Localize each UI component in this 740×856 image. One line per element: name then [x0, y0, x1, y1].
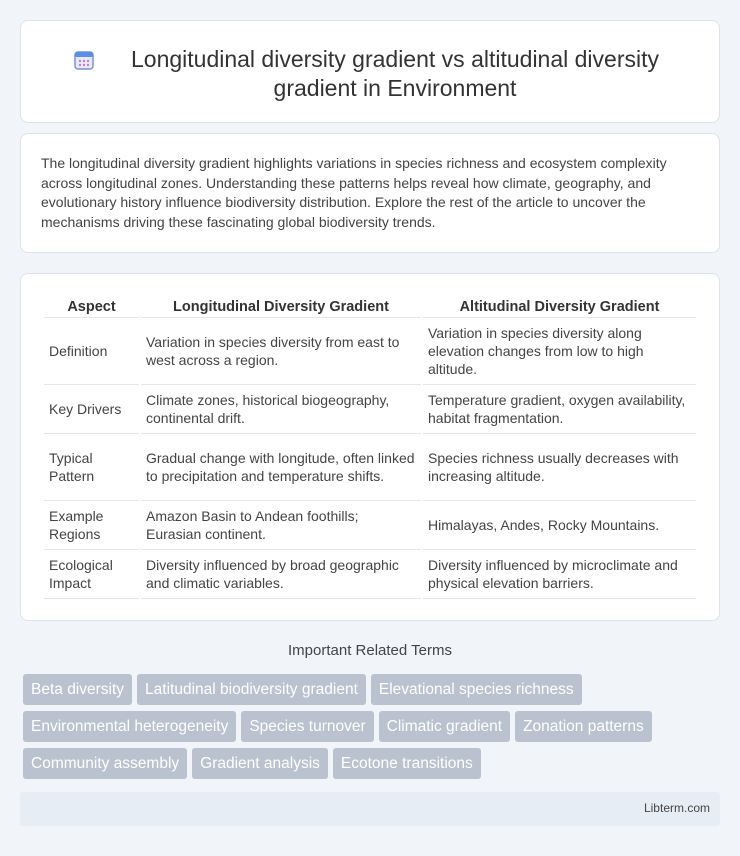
table-row	[44, 434, 696, 501]
related-term-tag[interactable]: Environmental heterogeneity	[23, 711, 236, 742]
cell-aspect: Definition	[44, 318, 139, 385]
cell-longitudinal: Climate zones, historical biogeography, continental drift.	[141, 385, 421, 434]
cell-longitudinal: Amazon Basin to Andean foothills; Eurasian continent.	[141, 501, 421, 550]
related-term-tag[interactable]: Elevational species richness	[371, 674, 582, 705]
table-row	[44, 318, 696, 385]
cell-longitudinal: Gradual change with longitude, often linked to precipitation and temperature shifts.	[141, 434, 421, 501]
related-term-tag[interactable]: Zonation patterns	[515, 711, 652, 742]
related-term-tag[interactable]: Species turnover	[241, 711, 373, 742]
footer-site-link[interactable]: Libterm.com	[643, 801, 710, 815]
related-terms-list	[23, 674, 703, 779]
table-row	[44, 385, 696, 434]
cell-altitudinal: Temperature gradient, oxygen availability, habitat fragmentation.	[423, 385, 696, 434]
cell-altitudinal: Species richness usually decreases with increasing altitude.	[423, 434, 696, 501]
cell-altitudinal: Diversity influenced by microclimate and physical elevation barriers.	[423, 550, 696, 599]
cell-altitudinal: Himalayas, Andes, Rocky Mountains.	[423, 501, 696, 550]
cell-longitudinal: Diversity influenced by broad geographic and climatic variables.	[141, 550, 421, 599]
cell-altitudinal: Variation in species diversity along elevation changes from low to high altitude.	[423, 318, 696, 385]
cell-aspect: Typical Pattern	[44, 434, 139, 501]
table-row	[44, 550, 696, 599]
related-term-tag[interactable]: Community assembly	[23, 748, 187, 779]
page-title: Longitudinal diversity gradient vs altitudinal diversity gradient in Environment	[130, 46, 659, 101]
related-terms-heading: Important Related Terms	[288, 642, 452, 659]
related-term-tag[interactable]: Gradient analysis	[192, 748, 328, 779]
header-longitudinal: Longitudinal Diversity Gradient	[141, 296, 421, 318]
header-altitudinal: Altitudinal Diversity Gradient	[423, 296, 696, 318]
related-term-tag[interactable]: Climatic gradient	[379, 711, 510, 742]
title-card	[20, 20, 720, 123]
related-term-tag[interactable]: Latitudinal biodiversity gradient	[137, 674, 366, 705]
cell-aspect: Example Regions	[44, 501, 139, 550]
footer	[20, 792, 720, 826]
intro-text: The longitudinal diversity gradient highlights variations in species richness and ecosystem complexity across longitudinal zones. Understanding these patterns helps reveal how climate, geography, and evolutionary history influence biodiversity distribution. Explore the rest of the article to uncover the mechanisms driving these fascinating global biodiversity trends.	[41, 155, 667, 230]
comparison-card	[20, 273, 720, 621]
header-aspect: Aspect	[44, 296, 139, 318]
table-row	[44, 501, 696, 550]
table-header-row	[44, 296, 696, 318]
cell-longitudinal: Variation in species diversity from east to west across a region.	[141, 318, 421, 385]
cell-aspect: Key Drivers	[44, 385, 139, 434]
cell-aspect: Ecological Impact	[44, 550, 139, 599]
related-term-tag[interactable]: Beta diversity	[23, 674, 132, 705]
related-term-tag[interactable]: Ecotone transitions	[333, 748, 481, 779]
intro-card	[20, 133, 720, 253]
comparison-table	[42, 296, 698, 599]
